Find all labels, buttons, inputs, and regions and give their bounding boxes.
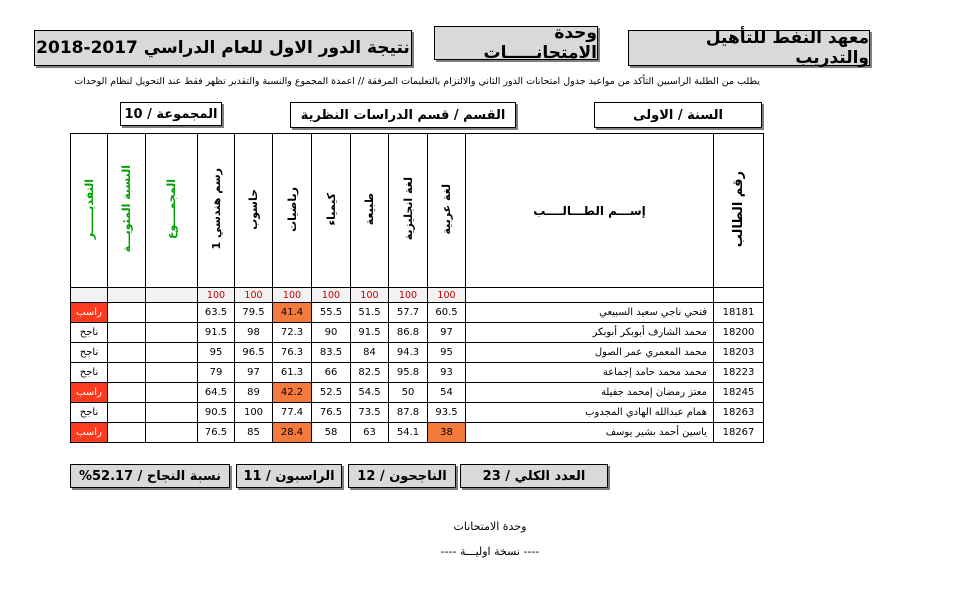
score-cell: 93.5 bbox=[428, 403, 466, 423]
percent-cell bbox=[108, 403, 146, 423]
score-cell: 61.3 bbox=[273, 363, 312, 383]
score-cell: 76.3 bbox=[273, 343, 312, 363]
student-name: فتحي ناجي سعيد السبيعي bbox=[466, 303, 714, 323]
department-box bbox=[290, 102, 516, 128]
max-score: 100 bbox=[198, 288, 235, 303]
score-cell: 87.8 bbox=[389, 403, 428, 423]
student-name: محمد المعمري عمر الصول bbox=[466, 343, 714, 363]
table-row bbox=[71, 423, 764, 443]
percent-cell bbox=[108, 323, 146, 343]
department-text: القسم / قسم الدراسات النظرية bbox=[300, 107, 506, 123]
subject-header-computer: حاسوب bbox=[235, 134, 273, 288]
score-cell: 73.5 bbox=[351, 403, 389, 423]
exam-unit-title-text: وحدة الامتحانـــــات bbox=[483, 23, 597, 63]
score-cell: 54.1 bbox=[389, 423, 428, 443]
score-cell: 57.7 bbox=[389, 303, 428, 323]
result-cell: ناجح bbox=[71, 323, 108, 343]
total-cell bbox=[146, 423, 198, 443]
result-cell: ناجح bbox=[71, 403, 108, 423]
score-cell: 52.5 bbox=[312, 383, 351, 403]
pass-rate-box bbox=[70, 464, 230, 488]
student-id-header: رقم الطالب bbox=[714, 134, 764, 288]
failed-count-box bbox=[236, 464, 342, 488]
score-cell: 95.8 bbox=[389, 363, 428, 383]
group-text: المجموعة / 10 bbox=[124, 106, 218, 122]
score-cell: 84 bbox=[351, 343, 389, 363]
passed-count-box bbox=[348, 464, 456, 488]
score-cell: 54 bbox=[428, 383, 466, 403]
score-cell: 91.5 bbox=[198, 323, 235, 343]
max-score: 100 bbox=[389, 288, 428, 303]
score-cell: 60.5 bbox=[428, 303, 466, 323]
score-cell: 64.5 bbox=[198, 383, 235, 403]
score-cell: 76.5 bbox=[198, 423, 235, 443]
student-name: معتز رمضان إمحمد جفيلة bbox=[466, 383, 714, 403]
subject-header-chemistry: كيمياء bbox=[312, 134, 351, 288]
grades-table bbox=[70, 133, 764, 443]
student-name: ياسين أحمد بشير يوسف bbox=[466, 423, 714, 443]
table-row bbox=[71, 323, 764, 343]
grade-header: التقديــــــر bbox=[71, 134, 108, 288]
score-cell: 85 bbox=[235, 423, 273, 443]
student-id: 18200 bbox=[714, 323, 764, 343]
result-cell: راسب bbox=[71, 383, 108, 403]
result-title bbox=[34, 30, 412, 66]
total-count-box bbox=[460, 464, 608, 488]
student-id: 18181 bbox=[714, 303, 764, 323]
score-cell: 51.5 bbox=[351, 303, 389, 323]
score-cell: 98 bbox=[235, 323, 273, 343]
score-cell: 100 bbox=[235, 403, 273, 423]
percent-header: النسبة المئويـــة bbox=[108, 134, 146, 288]
year-box bbox=[594, 102, 762, 128]
score-cell: 77.4 bbox=[273, 403, 312, 423]
student-id: 18203 bbox=[714, 343, 764, 363]
total-header: المجمــــوع bbox=[146, 134, 198, 288]
blank-cell bbox=[714, 288, 764, 303]
student-name: محمد محمد حامد إجماعة bbox=[466, 363, 714, 383]
student-name: محمد الشارف أبوبكر أبوبكر bbox=[466, 323, 714, 343]
score-cell: 63 bbox=[351, 423, 389, 443]
score-cell: 79 bbox=[198, 363, 235, 383]
table-row bbox=[71, 403, 764, 423]
score-cell: 82.5 bbox=[351, 363, 389, 383]
total-cell bbox=[146, 343, 198, 363]
student-id: 18223 bbox=[714, 363, 764, 383]
score-cell: 50 bbox=[389, 383, 428, 403]
subject-header-math: رياضيات bbox=[273, 134, 312, 288]
result-cell: راسب bbox=[71, 423, 108, 443]
score-cell: 79.5 bbox=[235, 303, 273, 323]
blank-cell bbox=[466, 288, 714, 303]
score-cell: 38 bbox=[428, 423, 466, 443]
percent-cell bbox=[108, 363, 146, 383]
score-cell: 55.5 bbox=[312, 303, 351, 323]
score-cell: 96.5 bbox=[235, 343, 273, 363]
max-score: 100 bbox=[351, 288, 389, 303]
score-cell: 97 bbox=[428, 323, 466, 343]
score-cell: 97 bbox=[235, 363, 273, 383]
score-cell: 86.8 bbox=[389, 323, 428, 343]
passed-count-text: الناجحون / 12 bbox=[357, 468, 447, 484]
score-cell: 41.4 bbox=[273, 303, 312, 323]
max-score: 100 bbox=[273, 288, 312, 303]
score-cell: 94.3 bbox=[389, 343, 428, 363]
pass-rate-text: نسبة النجاح / 52.17% bbox=[78, 468, 222, 484]
total-cell bbox=[146, 323, 198, 343]
max-score-row bbox=[71, 288, 764, 303]
score-cell: 95 bbox=[428, 343, 466, 363]
total-cell bbox=[146, 303, 198, 323]
result-cell: ناجح bbox=[71, 363, 108, 383]
score-cell: 76.5 bbox=[312, 403, 351, 423]
percent-cell bbox=[108, 383, 146, 403]
max-score: 100 bbox=[428, 288, 466, 303]
student-name: همام عبدالله الهادي المجدوب bbox=[466, 403, 714, 423]
total-cell bbox=[146, 363, 198, 383]
max-score: 100 bbox=[235, 288, 273, 303]
total-cell bbox=[146, 383, 198, 403]
percent-cell bbox=[108, 343, 146, 363]
header-row bbox=[71, 134, 764, 288]
total-count-text: العدد الكلي / 23 bbox=[482, 468, 586, 484]
score-cell: 66 bbox=[312, 363, 351, 383]
subject-header-arabic: لغة عربية bbox=[428, 134, 466, 288]
institute-title-text: معهد النفط للتأهيل والتدريب bbox=[705, 28, 869, 68]
year-text: السنة / الاولى bbox=[633, 107, 723, 123]
subject-header-physics: طبيعة bbox=[351, 134, 389, 288]
blank-cell bbox=[146, 288, 198, 303]
score-cell: 89 bbox=[235, 383, 273, 403]
score-cell: 90 bbox=[312, 323, 351, 343]
score-cell: 28.4 bbox=[273, 423, 312, 443]
student-id: 18245 bbox=[714, 383, 764, 403]
blank-cell bbox=[71, 288, 108, 303]
score-cell: 91.5 bbox=[351, 323, 389, 343]
score-cell: 42.2 bbox=[273, 383, 312, 403]
max-score: 100 bbox=[312, 288, 351, 303]
student-id: 18267 bbox=[714, 423, 764, 443]
percent-cell bbox=[108, 423, 146, 443]
score-cell: 63.5 bbox=[198, 303, 235, 323]
result-cell: ناجح bbox=[71, 343, 108, 363]
exam-unit-title bbox=[434, 23, 598, 63]
blank-cell bbox=[108, 288, 146, 303]
score-cell: 54.5 bbox=[351, 383, 389, 403]
student-id: 18263 bbox=[714, 403, 764, 423]
group-box bbox=[120, 102, 222, 126]
notice-text: يطلب من الطلبة الراسبين التأكد من مواعيد جدول امتحانات الدور الثاني والالتزام بالتعليمات المرفقة // اعمدة المجموع والنسبة والتقدير تظهر فقط عند التحويل لنظام الوحدات bbox=[74, 76, 760, 87]
table-row bbox=[71, 303, 764, 323]
score-cell: 90.5 bbox=[198, 403, 235, 423]
table-row bbox=[71, 363, 764, 383]
institute-title bbox=[628, 30, 870, 66]
score-cell: 58 bbox=[312, 423, 351, 443]
name-header: إســـم الطـــالــــب bbox=[466, 134, 714, 288]
percent-cell bbox=[108, 303, 146, 323]
score-cell: 95 bbox=[198, 343, 235, 363]
footer-copy-note: ---- نسخة اوليـــة ---- bbox=[440, 545, 540, 558]
score-cell: 72.3 bbox=[273, 323, 312, 343]
failed-count-text: الراسبون / 11 bbox=[243, 468, 335, 484]
footer-unit: وحدة الامتحانات bbox=[453, 520, 527, 533]
table-row bbox=[71, 383, 764, 403]
table-row bbox=[71, 343, 764, 363]
subject-header-engineering-drawing: رسم هندسي 1 bbox=[198, 134, 235, 288]
total-cell bbox=[146, 403, 198, 423]
score-cell: 83.5 bbox=[312, 343, 351, 363]
result-title-text: نتيجة الدور الاول للعام الدراسي 2017-2018 bbox=[36, 38, 410, 58]
subject-header-english: لغة انجليزية bbox=[389, 134, 428, 288]
score-cell: 93 bbox=[428, 363, 466, 383]
result-cell: راسب bbox=[71, 303, 108, 323]
